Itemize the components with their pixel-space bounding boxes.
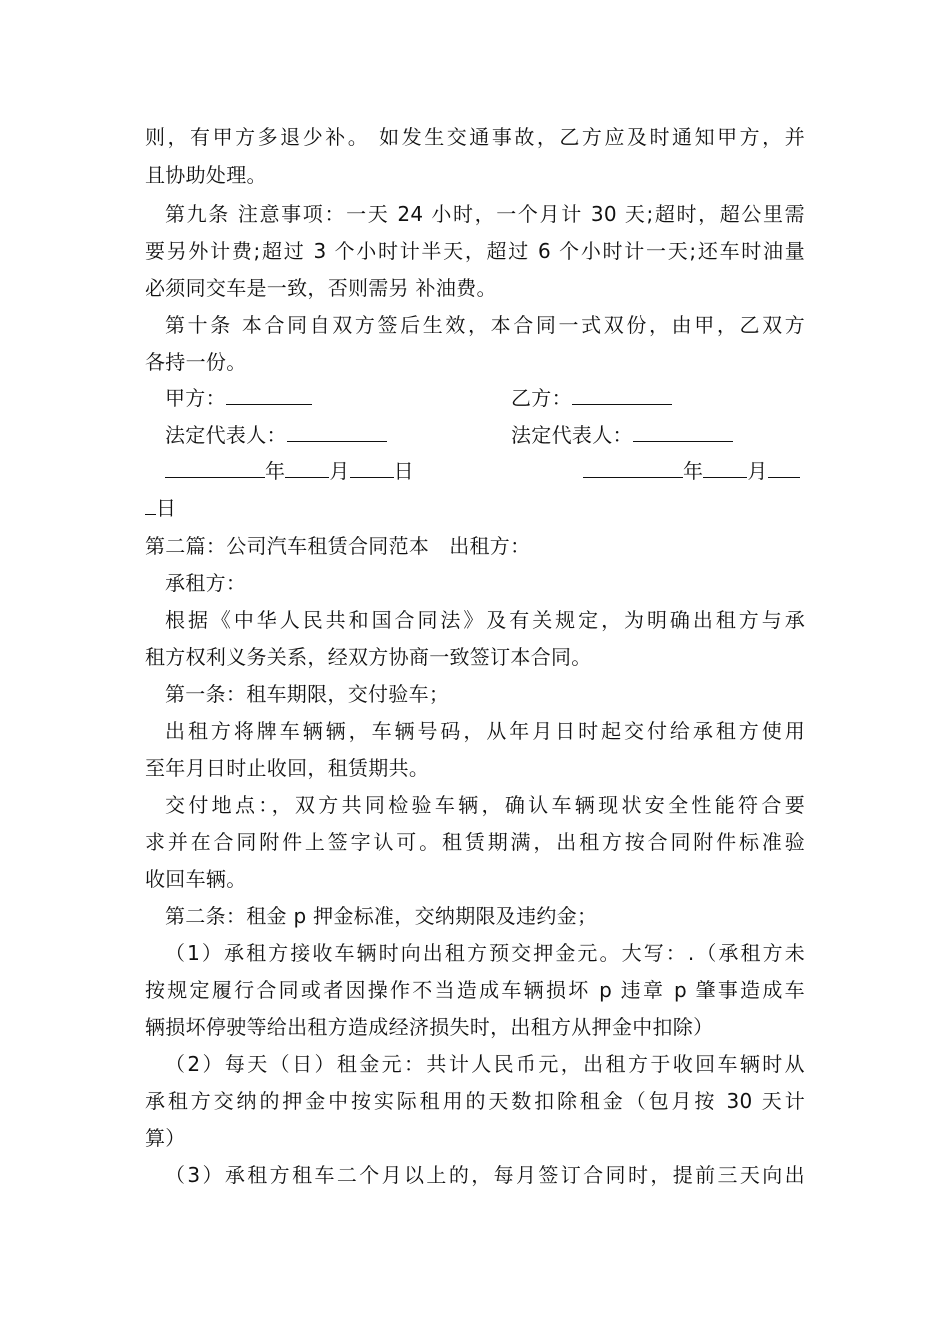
paragraph-line: 且协助处理。 — [145, 163, 267, 187]
legal-rep-b — [511, 417, 733, 453]
clause-1-line: （1）承租方接收车辆时向出租方预交押金元。大写：.（承租方未 — [165, 941, 805, 965]
month-b-blank[interactable] — [703, 457, 747, 478]
day-b-blank-part1[interactable] — [768, 457, 800, 478]
paragraph-line: 根据《中华人民共和国合同法》及有关规定，为明确出租方与承 — [165, 608, 805, 632]
paragraph-line: 交付地点：，双方共同检验车辆，确认车辆现状安全性能符合要 — [165, 793, 805, 817]
party-a-signature — [165, 380, 312, 416]
legal-rep-b-blank[interactable] — [633, 421, 733, 442]
article-9-line: 第九条 注意事项：一天 24 小时，一个月计 30 天;超时，超公里需 — [165, 202, 805, 226]
date-b-continued — [145, 490, 176, 526]
legal-rep-a-blank[interactable] — [287, 421, 387, 442]
party-a-blank[interactable] — [226, 384, 312, 405]
legal-rep-a-label: 法定代表人： — [165, 423, 287, 447]
paragraph-line: 辆损坏停驶等给出租方造成经济损失时，出租方从押金中扣除） — [145, 1015, 714, 1039]
paragraph-line: 则，有甲方多退少补。 如发生交通事故，乙方应及时通知甲方，并 — [145, 125, 805, 149]
paragraph-line: 要另外计费;超过 3 个小时计半天，超过 6 个小时计一天;还车时油量 — [145, 239, 805, 263]
month-a-blank[interactable] — [285, 457, 329, 478]
day-b-label: 日 — [156, 496, 177, 520]
article-2-heading: 第二条：租金 p 押金标准，交纳期限及违约金； — [165, 904, 598, 928]
party-b-label: 乙方： — [511, 386, 572, 410]
paragraph-line: 租方权利义务关系，经双方协商一致签订本合同。 — [145, 645, 592, 669]
section-2-title: 第二篇：公司汽车租赁合同范本 — [145, 534, 430, 558]
date-b — [583, 453, 800, 489]
paragraph-line: 至年月日时止收回，租赁期共。 — [145, 756, 430, 780]
legal-rep-a — [165, 417, 387, 453]
date-a — [165, 453, 414, 489]
legal-rep-b-label: 法定代表人： — [511, 423, 633, 447]
paragraph-line: 算） — [145, 1126, 186, 1150]
paragraph-line: 必须同交车是一致，否则需另 补油费。 — [145, 276, 497, 300]
paragraph-line: 收回车辆。 — [145, 867, 247, 891]
paragraph-line: 各持一份。 — [145, 350, 247, 374]
day-a-blank[interactable] — [350, 457, 394, 478]
clause-2-line: （2）每天（日）租金元：共计人民币元，出租方于收回车辆时从 — [165, 1052, 805, 1076]
year-b-blank[interactable] — [583, 457, 683, 478]
paragraph-line: 出租方将牌车辆辆，车辆号码，从年月日时起交付给承租方使用 — [165, 719, 805, 743]
day-a-label: 日 — [393, 459, 414, 483]
article-1-heading: 第一条：租车期限，交付验车； — [165, 682, 450, 706]
party-b-signature — [511, 380, 672, 416]
year-a-label: 年 — [265, 459, 286, 483]
day-b-blank-part2[interactable] — [145, 494, 156, 515]
lessor-label: 出租方： — [449, 534, 531, 558]
paragraph-line: 承租方交纳的押金中按实际租用的天数扣除租金（包月按 30 天计 — [145, 1089, 805, 1113]
month-a-label: 月 — [329, 459, 350, 483]
section-2-heading — [145, 528, 530, 564]
lessee-label: 承租方： — [165, 571, 247, 595]
party-b-blank[interactable] — [572, 384, 672, 405]
paragraph-line: 按规定履行合同或者因操作不当造成车辆损坏 p 违章 p 肇事造成车 — [145, 978, 805, 1002]
clause-3-line: （3）承租方租车二个月以上的，每月签订合同时，提前三天向出 — [165, 1163, 805, 1187]
year-b-label: 年 — [683, 459, 704, 483]
article-10-line: 第十条 本合同自双方签后生效，本合同一式双份，由甲，乙双方 — [165, 313, 805, 337]
year-a-blank[interactable] — [165, 457, 265, 478]
month-b-label: 月 — [747, 459, 768, 483]
paragraph-line: 求并在合同附件上签字认可。租赁期满，出租方按合同附件标准验 — [145, 830, 805, 854]
party-a-label: 甲方： — [165, 386, 226, 410]
